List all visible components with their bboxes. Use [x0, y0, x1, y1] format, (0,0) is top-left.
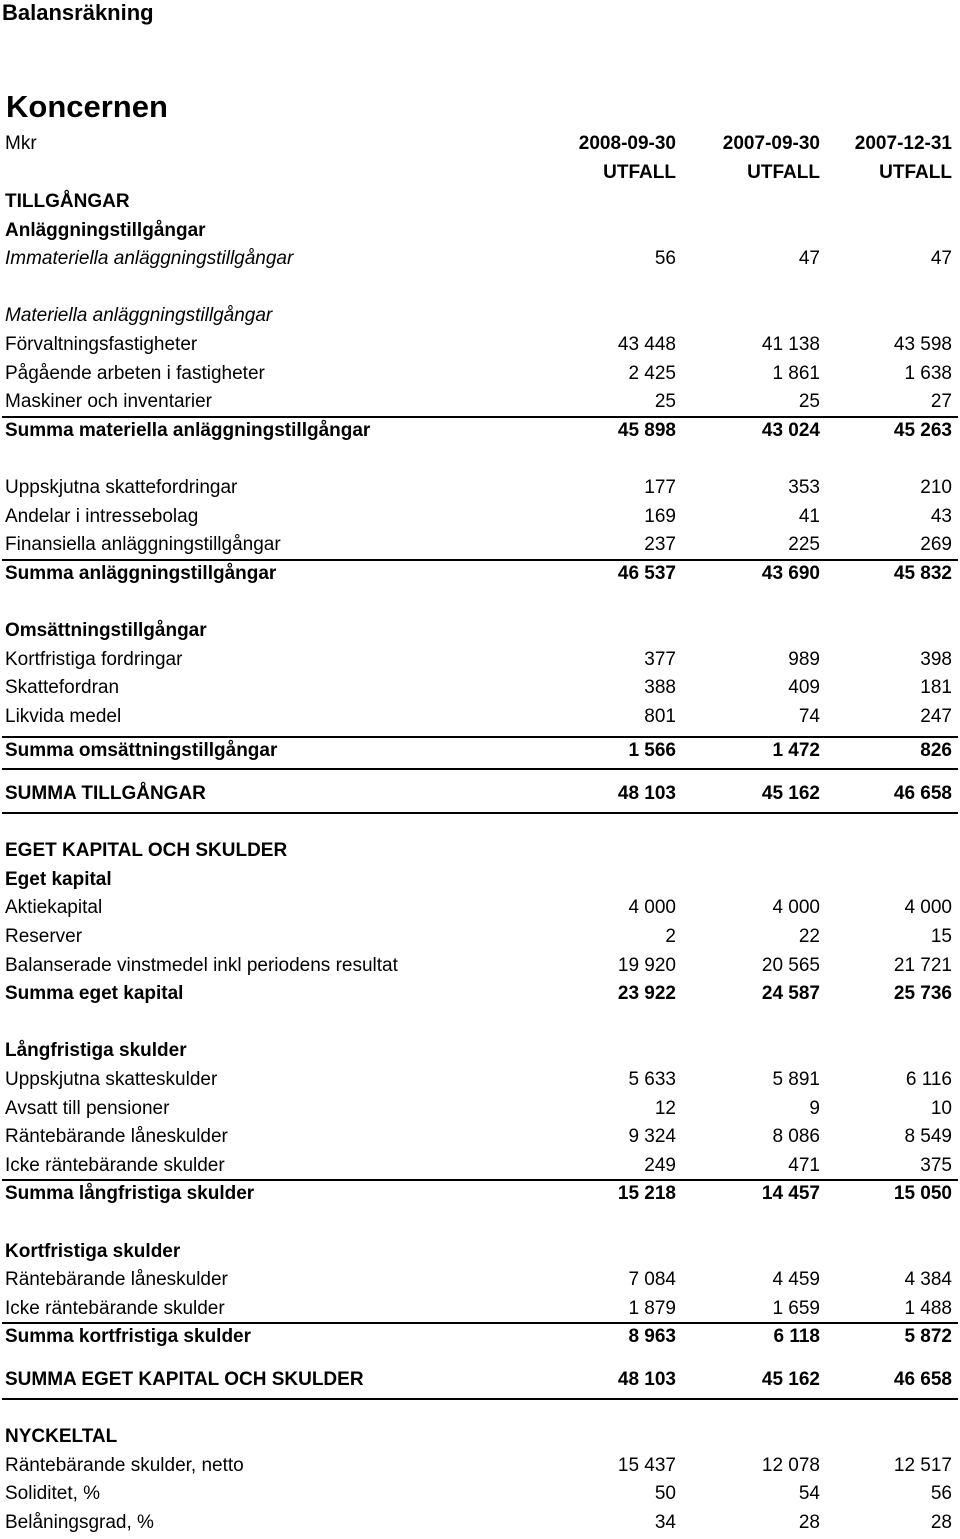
table-row: [0, 703, 960, 731]
table-row: [0, 531, 960, 559]
row-label: Räntebärande låneskulder: [5, 1126, 228, 1148]
cell-value-col3: 21 721: [893, 954, 952, 976]
row-label: Kortfristiga fordringar: [5, 648, 183, 670]
cell-value-col2: 43 690: [761, 562, 820, 584]
column-date-3: 2007-12-31: [854, 133, 952, 154]
cell-value-col2: 14 457: [761, 1183, 820, 1205]
table-row: [0, 980, 960, 1008]
cell-value-col2: 8 086: [772, 1126, 820, 1148]
row-label: Soliditet, %: [5, 1483, 101, 1505]
row-label: Materiella anläggningstillgångar: [5, 305, 273, 327]
cell-value-col3: 1 638: [904, 362, 952, 384]
cell-value-col2: 4 000: [772, 897, 820, 919]
cell-value-col2: 43 024: [761, 419, 820, 441]
cell-value-col1: 249: [644, 1154, 676, 1176]
table-row: [0, 217, 960, 245]
row-label: Icke räntebärande skulder: [5, 1154, 225, 1176]
cell-value-col3: 210: [920, 477, 952, 498]
cell-value-col1: 45 898: [617, 419, 676, 441]
cell-value-col1: 56: [654, 248, 676, 270]
cell-value-col1: 7 084: [628, 1269, 676, 1291]
table-row: [0, 474, 960, 502]
row-label: Långfristiga skulder: [5, 1040, 187, 1062]
cell-value-col1: 4 000: [628, 897, 676, 919]
row-label: Uppskjutna skatteskulder: [5, 1069, 218, 1090]
table-row: [0, 674, 960, 702]
spacer-row: [0, 588, 960, 616]
cell-value-col2: 9: [809, 1097, 820, 1119]
cell-value-col2: 24 587: [761, 983, 820, 1005]
cell-value-col3: 4 000: [904, 897, 952, 919]
row-label: Likvida medel: [5, 705, 122, 727]
cell-value-col1: 5 633: [628, 1069, 676, 1090]
cell-value-col2: 45 162: [761, 1369, 820, 1390]
cell-value-col2: 41 138: [761, 334, 820, 355]
cell-value-col2: 28: [798, 1512, 820, 1533]
cell-value-col1: 388: [644, 677, 676, 699]
table-row: [0, 560, 960, 588]
row-label: TILLGÅNGAR: [5, 191, 130, 212]
cell-value-col2: 12 078: [761, 1454, 820, 1476]
row-label: Maskiner och inventarier: [5, 391, 212, 413]
cell-value-col2: 54: [798, 1483, 820, 1505]
cell-value-col1: 43 448: [617, 334, 676, 355]
cell-value-col2: 20 565: [761, 954, 820, 976]
cell-value-col1: 237: [644, 534, 676, 556]
spacer-row: [0, 1009, 960, 1037]
cell-value-col3: 10: [930, 1097, 952, 1119]
table-row: [0, 952, 960, 980]
table-row: [0, 1480, 960, 1508]
cell-value-col1: 34: [654, 1512, 676, 1533]
row-label: Summa materiella anläggningstillgångar: [5, 419, 371, 441]
table-row: [0, 646, 960, 674]
row-label: Aktiekapital: [5, 897, 103, 919]
row-label: NYCKELTAL: [5, 1426, 118, 1448]
cell-value-col1: 177: [644, 477, 676, 498]
table-row: [0, 503, 960, 531]
table-row: [0, 866, 960, 894]
cell-value-col3: 28: [930, 1512, 952, 1533]
cell-value-col3: 398: [920, 648, 952, 670]
row-label: Summa anläggningstillgångar: [5, 562, 277, 584]
table-row: [0, 1366, 960, 1394]
table-row: [0, 417, 960, 445]
table-row: [0, 1095, 960, 1123]
cell-value-col3: 25 736: [893, 983, 952, 1005]
cell-value-col1: 9 324: [628, 1126, 676, 1148]
table-row: [0, 1323, 960, 1351]
row-label: Omsättningstillgångar: [5, 620, 207, 641]
cell-value-col1: 23 922: [617, 983, 676, 1005]
spacer-row: [0, 809, 960, 837]
row-label: Pågående arbeten i fastigheter: [5, 362, 265, 384]
cell-value-col1: 50: [654, 1483, 676, 1505]
cell-value-col3: 56: [930, 1483, 952, 1505]
table-row: [0, 923, 960, 951]
cell-value-col2: 1 861: [772, 362, 820, 384]
column-date-2: 2007-09-30: [722, 133, 820, 154]
cell-value-col1: 48 103: [617, 783, 676, 804]
cell-value-col2: 225: [788, 534, 820, 556]
cell-value-col3: 15 050: [893, 1183, 952, 1205]
row-label: Summa omsättningstillgångar: [5, 740, 278, 762]
cell-value-col1: 46 537: [617, 562, 676, 584]
column-date-1: 2008-09-30: [578, 133, 676, 154]
cell-value-col2: 22: [798, 926, 820, 947]
row-label: Balanserade vinstmedel inkl periodens resultat: [5, 954, 398, 976]
cell-value-col1: 15 218: [617, 1183, 676, 1205]
table-row: [0, 1452, 960, 1480]
cell-value-col3: 6 116: [905, 1069, 952, 1090]
table-row: [0, 617, 960, 645]
cell-value-col2: 4 459: [772, 1269, 820, 1291]
cell-value-col2: 41: [798, 505, 820, 527]
spacer-row: [0, 1209, 960, 1237]
spacer-row: [0, 274, 960, 302]
column-header-types: [0, 159, 960, 187]
column-type-3: UTFALL: [879, 162, 952, 183]
table-row: [0, 737, 960, 765]
cell-value-col2: 45 162: [761, 783, 820, 804]
cell-value-col3: 1 488: [904, 1297, 952, 1319]
row-label: Summa långfristiga skulder: [5, 1183, 255, 1205]
cell-value-col3: 47: [930, 248, 952, 270]
page-title: Balansräkning: [2, 0, 154, 25]
cell-value-col2: 471: [788, 1154, 820, 1176]
column-type-1: UTFALL: [603, 162, 676, 183]
row-label: Räntebärande låneskulder: [5, 1269, 228, 1291]
row-label: Andelar i intressebolag: [5, 505, 199, 527]
cell-value-col3: 5 872: [904, 1326, 952, 1348]
table-row: [0, 188, 960, 216]
row-label: Eget kapital: [5, 868, 112, 890]
cell-value-col2: 6 118: [773, 1326, 820, 1348]
cell-value-col1: 19 920: [617, 954, 676, 976]
table-row: [0, 360, 960, 388]
table-row: [0, 245, 960, 273]
cell-value-col2: 409: [788, 677, 820, 699]
table-row: [0, 780, 960, 808]
cell-value-col3: 12 517: [893, 1454, 952, 1476]
spacer-row: [0, 1395, 960, 1423]
column-type-2: UTFALL: [747, 162, 820, 183]
cell-value-col1: 1 566: [628, 740, 676, 762]
cell-value-col3: 181: [920, 677, 952, 699]
table-row: [0, 1066, 960, 1094]
table-row: [0, 302, 960, 330]
cell-value-col1: 801: [644, 705, 676, 727]
cell-value-col3: 46 658: [893, 1369, 952, 1390]
row-label: Avsatt till pensioner: [5, 1097, 170, 1119]
company-title: Koncernen: [6, 89, 168, 124]
row-label: SUMMA TILLGÅNGAR: [5, 783, 206, 804]
table-row: [0, 1266, 960, 1294]
cell-value-col3: 45 832: [893, 562, 952, 584]
cell-value-col2: 74: [798, 705, 820, 727]
row-label: Anläggningstillgångar: [5, 219, 206, 241]
cell-value-col3: 269: [920, 534, 952, 556]
column-header-dates: [0, 130, 960, 158]
row-label: Belåningsgrad, %: [5, 1512, 154, 1533]
cell-value-col2: 353: [788, 477, 820, 498]
cell-value-col3: 826: [920, 740, 952, 762]
row-label: Räntebärande skulder, netto: [5, 1454, 244, 1476]
cell-value-col1: 8 963: [628, 1326, 676, 1348]
cell-value-col3: 45 263: [893, 419, 952, 441]
row-label: Summa eget kapital: [5, 983, 184, 1005]
cell-value-col1: 15 437: [617, 1454, 676, 1476]
row-label: EGET KAPITAL OCH SKULDER: [5, 840, 288, 862]
cell-value-col3: 247: [920, 705, 952, 727]
cell-value-col1: 25: [654, 391, 676, 413]
cell-value-col3: 8 549: [904, 1126, 952, 1148]
row-label: Kortfristiga skulder: [5, 1240, 181, 1262]
cell-value-col2: 1 659: [772, 1297, 820, 1319]
table-row: [0, 1180, 960, 1208]
table-row: [0, 1295, 960, 1323]
row-label: Icke räntebärande skulder: [5, 1297, 225, 1319]
cell-value-col2: 1 472: [772, 740, 820, 762]
table-row: [0, 1509, 960, 1537]
cell-value-col1: 12: [654, 1097, 676, 1119]
cell-value-col3: 4 384: [904, 1269, 952, 1291]
cell-value-col1: 48 103: [617, 1369, 676, 1390]
cell-value-col3: 375: [920, 1154, 952, 1176]
row-label: Förvaltningsfastigheter: [5, 334, 198, 355]
table-row: [0, 894, 960, 922]
row-label: Reserver: [5, 926, 83, 947]
row-label: Summa kortfristiga skulder: [5, 1326, 252, 1348]
spacer-row: [0, 445, 960, 473]
cell-value-col3: 43: [930, 505, 952, 527]
cell-value-col2: 989: [788, 648, 820, 670]
table-row: [0, 331, 960, 359]
table-row: [0, 1152, 960, 1180]
row-label: Immateriella anläggningstillgångar: [5, 248, 294, 270]
cell-value-col1: 1 879: [628, 1297, 676, 1319]
row-label: SUMMA EGET KAPITAL OCH SKULDER: [5, 1369, 364, 1390]
table-row: [0, 1037, 960, 1065]
table-row: [0, 1123, 960, 1151]
table-row: [0, 1238, 960, 1266]
table-row: [0, 1423, 960, 1451]
cell-value-col1: 169: [644, 505, 676, 527]
row-label: Uppskjutna skattefordringar: [5, 477, 238, 498]
cell-value-col1: 377: [644, 648, 676, 670]
cell-value-col2: 47: [798, 248, 820, 270]
cell-value-col1: 2 425: [628, 362, 676, 384]
cell-value-col3: 27: [930, 391, 952, 413]
unit-label: Mkr: [5, 133, 37, 154]
table-row: [0, 837, 960, 865]
row-label: Finansiella anläggningstillgångar: [5, 534, 281, 556]
table-row: [0, 388, 960, 416]
cell-value-col2: 5 891: [772, 1069, 820, 1090]
cell-value-col2: 25: [798, 391, 820, 413]
cell-value-col1: 2: [665, 926, 676, 947]
row-label: Skattefordran: [5, 677, 120, 699]
cell-value-col3: 15: [930, 926, 952, 947]
cell-value-col3: 43 598: [893, 334, 952, 355]
cell-value-col3: 46 658: [893, 783, 952, 804]
